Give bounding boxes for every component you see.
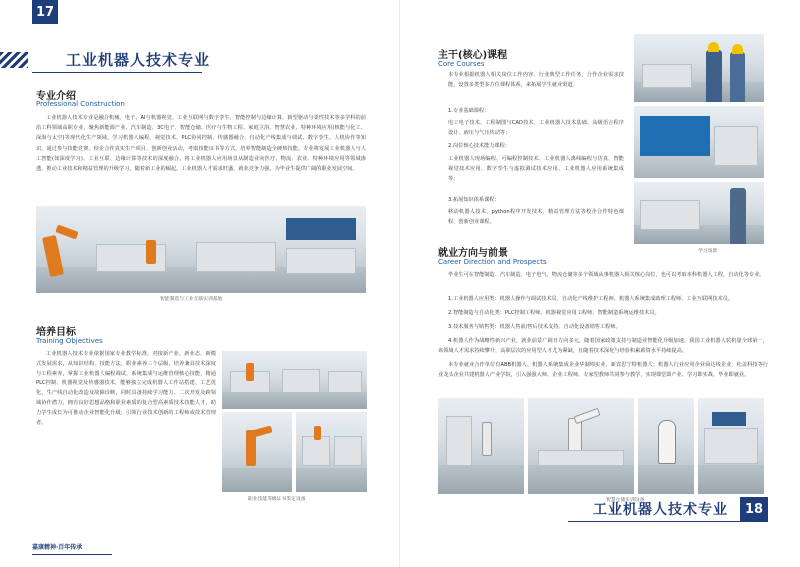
core-item-5: 3.拓展知识体系课程： — [448, 197, 500, 203]
page-number-badge: 17 — [32, 0, 58, 24]
section-title-career: 就业方向与前景 — [438, 248, 508, 259]
right-page — [400, 0, 800, 567]
footer-chapter-title: 工业机器人技术专业 — [593, 502, 728, 518]
core-item-3: 2.岗位核心技术能力课程： — [448, 143, 511, 149]
career-item-1: 1.工业机器人应用类：机器人操作与调试技术员、自动化产线维护工程师、机器人系统集成助理工程师、工业互联网技术员。 — [448, 296, 734, 302]
core-intro: 本专业根据机器人相关岗位工作内容、行业典型工作任务，合作企业需求技能，设置多类型多方位课程体系，来拓展学生就业渠道。 — [448, 72, 624, 88]
footer-rule-right — [568, 521, 768, 522]
warehouse-photo-3 — [638, 398, 694, 494]
warehouse-photo-4 — [698, 398, 764, 494]
section-title-training: 培养目标 — [36, 327, 76, 338]
warehouse-photo-2 — [528, 398, 634, 494]
career-item-4: 4.机器人作为战略性新兴产业，就业前景广阔且方向多元，随着国家政策支持与制造业智能化升级加速，我国工业机器人装机量全球第一，该领域人才需求持续攀升，高职层次的应用型人才尤为紧缺，且随着技术深化与经验积累薪资水平持续提高。 — [438, 338, 768, 355]
core-item-4: 工业机器人现场编程、可编程控制技术、工业机器人离线编程与仿真、智能视觉技术应用、数字孪生与虚拟调试技术应用、工业机器人应用系统集成等； — [448, 156, 624, 182]
chapter-title: 工业机器人技术专业 — [66, 51, 211, 69]
core-item-2: 电工电子技术、工程制图与CAD技术、工业机器人技术基础、高级语言程序设计、液压与气压传动等； — [448, 120, 624, 136]
career-item-2: 2.智能制造与自动化类：PLC控制工程师、机器视觉应用工程师、智能制造系统运维技术员。 — [448, 310, 660, 316]
training-paragraph: 工业机器人技术专业依据国家专业教学标准，对接新产业、新业态、新模式发展需求，从知识结构、技能方法、职业素养三个层级，培养兼具技术深度与工程素养，掌握工业机器人编程调试、系统集成与运维管理核心技能，精通PLC控制、机器视觉及传感器技术，能够独立完成机器人工作站搭建、工艺优化、生产线自动化改造及故障诊断，同时具备持续学习能力、二次开发及跨领域协作潜力，拥有良好思想品格和职业素质的复合型高素质技术技能人才，助力学生成长为可推动企业智能化升级、引领行业技术创新的工程师或技术管理者。 — [36, 351, 216, 426]
core-item-1: 1.专业基础课程： — [448, 108, 490, 114]
equipment-photo-top — [222, 351, 367, 409]
page-number-badge-right: 18 — [740, 497, 768, 521]
section-subtitle-core: Core Courses — [438, 60, 485, 68]
training-photo-caption: 职业技能等级证书鉴定设备 — [248, 497, 306, 502]
header-rule — [32, 72, 202, 73]
study-photo-caption: 学习场景 — [698, 249, 718, 254]
section-subtitle-intro: Professional Construction — [36, 100, 125, 108]
equipment-photo-bottom-left — [222, 412, 292, 492]
equipment-photo-bottom-right — [296, 412, 367, 492]
career-item-3: 3.技术服务与销售类：机器人售前/售后技术支持、自动化设备销售工程师。 — [448, 324, 621, 330]
section-title-intro: 专业介绍 — [36, 91, 76, 102]
section-title-core: 主干(核心)课程 — [438, 50, 508, 61]
intro-paragraph: 工业机器人技术专业是融合机械、电子、AI与机器视觉、工业互联网与数字孪生、智能控制与边缘计算、新型驱动与柔性技术等多学科的前沿工科领域高职专业，聚焦新能源产业、汽车制造、3C电子、智能仓储、医疗与生物工程、家庭卫浴、智慧农业、特种环境应用(核能与化工、深海与太空)等现代化生产领域，学习机器人编程、视觉技术、PLC协同控制、传感器融合、自动化产线集成与调试、数字孪生、人机协作等知识，通过参与技能竞赛、校企合作真实生产项目、创新创业活动，考取技能证书等方式，培养智能制造全硬核技能。专业将发展工业机器人与人工智能(如深度学习)、工业互联、边缘计算等技术的深度融合，将工业机器人应用场景从制造业向医疗、物流、农业、特种环境应用等领域渗透，推动工业技术和精益管理的升级学习，随着新工业的崛起，工业机器人才需求旺盛，就业竞争力强，为毕业生提供广阔的职业发展空间。 — [36, 115, 366, 173]
core-item-6: 移动机器人技术、python程序开发技术、精益管理方法等校企合作特色课程、创新创业课程。 — [448, 209, 624, 225]
footer-slogan: 嘉康精神·百年传承 — [32, 544, 83, 551]
header-stripe-decoration — [0, 52, 28, 68]
career-item-5: 本专业就业合作单位有ABB机器人、机器人系统集成企业华制埠实业、新宾思宁特机器人；机器人行业应用企业舜达线企业、松盖科技等行业龙头企业共建机器人产业学院，引入强强大师、企业工程师，专家型教师共同参与教学，实现课堂即产业、学习即实战、毕业即就业。 — [438, 362, 768, 379]
warehouse-photo-caption: 智慧仓储实训设备 — [606, 498, 645, 503]
study-photo-middle — [634, 106, 764, 178]
section-subtitle-training: Training Objectives — [36, 337, 103, 345]
study-photo-bottom — [634, 182, 764, 244]
career-intro: 毕业生可在智能制造、汽车制造、电子电气、物流仓储等多个领域从事机器人相关核心岗位，也可以考取本科机器人工程，自动化等专业。 — [448, 272, 765, 278]
training-base-photo — [36, 206, 366, 293]
intro-photo-caption: 智能制造与工业互联实训基地 — [160, 297, 223, 302]
warehouse-photo-1 — [438, 398, 524, 494]
footer-rule-left — [32, 554, 112, 555]
study-photo-top — [634, 34, 764, 102]
section-subtitle-career: Career Direction and Prospects — [438, 258, 547, 266]
